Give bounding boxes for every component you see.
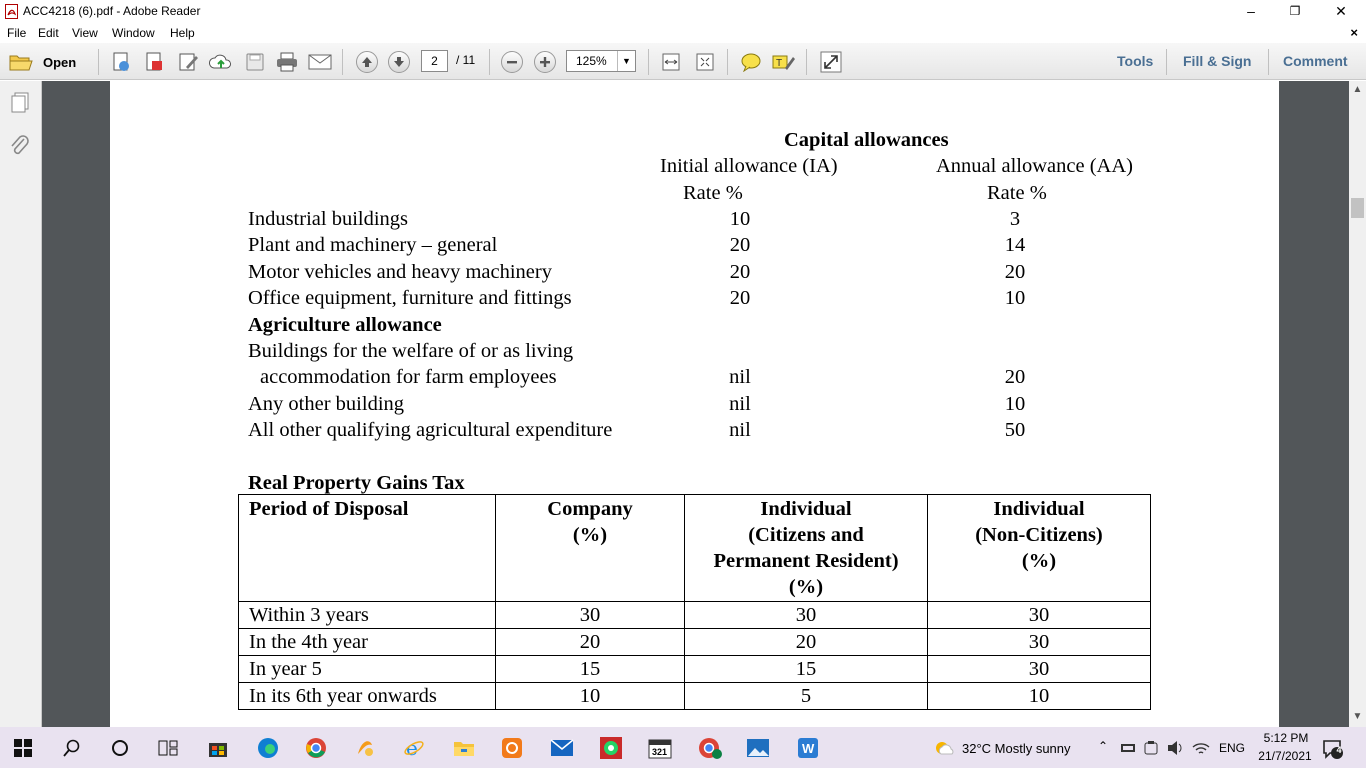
app-icon[interactable] bbox=[352, 735, 378, 761]
chevron-up-icon[interactable]: ⌃ bbox=[1098, 739, 1109, 753]
weather-text[interactable]: 32°C Mostly sunny bbox=[962, 741, 1071, 756]
title-bar bbox=[0, 0, 1366, 23]
agri-row-label: All other qualifying agricultural expenditure bbox=[248, 419, 613, 441]
network-icon[interactable] bbox=[1119, 741, 1137, 755]
speech-bubble-icon bbox=[740, 52, 762, 72]
edge-icon[interactable] bbox=[255, 735, 281, 761]
clock-date[interactable]: 21/7/2021 bbox=[1258, 749, 1312, 763]
export-pdf-icon[interactable] bbox=[141, 50, 167, 74]
adobe-reader-icon bbox=[5, 4, 18, 19]
calendar-badge: 321 bbox=[652, 747, 668, 757]
cap-row-ia: 20 bbox=[729, 234, 751, 256]
internet-explorer-icon[interactable] bbox=[401, 735, 427, 761]
table-row: In the 4th year 20 20 30 bbox=[239, 629, 1151, 656]
cap-row-aa: 3 bbox=[1009, 208, 1021, 230]
svg-text:W: W bbox=[802, 741, 815, 756]
col-header-ia: Initial allowance (IA) bbox=[660, 155, 838, 177]
menu-window[interactable]: Window bbox=[112, 26, 155, 40]
zoom-value: 125% bbox=[576, 54, 607, 68]
search-icon[interactable] bbox=[59, 735, 85, 761]
menu-help[interactable]: Help bbox=[170, 26, 195, 40]
highlight-icon bbox=[772, 52, 796, 72]
table-row: In its 6th year onwards 10 5 10 bbox=[239, 683, 1151, 710]
calendar-icon[interactable] bbox=[647, 735, 673, 761]
photos-icon[interactable] bbox=[745, 735, 771, 761]
cap-row-ia: 20 bbox=[729, 261, 751, 283]
zoom-in-button[interactable] bbox=[533, 50, 557, 74]
agri-row-label: Any other building bbox=[248, 393, 405, 415]
clock-time[interactable]: 5:12 PM bbox=[1263, 731, 1309, 745]
chevron-down-icon: ▼ bbox=[617, 51, 635, 71]
task-view-icon[interactable] bbox=[155, 735, 181, 761]
scrollbar-thumb[interactable] bbox=[1351, 198, 1364, 218]
app-icon[interactable] bbox=[499, 735, 525, 761]
speaker-icon[interactable] bbox=[1166, 740, 1184, 756]
agri-row-aa: 20 bbox=[1004, 366, 1026, 388]
word-icon[interactable] bbox=[795, 735, 821, 761]
table-header-row bbox=[239, 495, 1151, 602]
cortana-icon[interactable] bbox=[107, 735, 133, 761]
minimize-button[interactable]: – bbox=[1247, 3, 1255, 19]
upload-cloud-icon[interactable] bbox=[208, 50, 234, 74]
tools-link[interactable]: Tools bbox=[1117, 53, 1154, 69]
file-explorer-icon[interactable] bbox=[451, 735, 477, 761]
cap-row-aa: 20 bbox=[1004, 261, 1026, 283]
agri-row-ia: nil bbox=[729, 393, 751, 415]
fit-width-button[interactable] bbox=[658, 50, 684, 74]
page-thumbnails-icon[interactable] bbox=[9, 91, 31, 113]
th-period: Period of Disposal bbox=[239, 495, 496, 602]
document-viewer[interactable] bbox=[42, 81, 1349, 727]
cap-row-label: Office equipment, furniture and fittings bbox=[248, 287, 572, 309]
print-icon[interactable] bbox=[274, 50, 300, 74]
agri-row-label-line2: accommodation for farm employees bbox=[260, 366, 557, 388]
pdf-page bbox=[110, 81, 1279, 727]
table-row: In year 5 15 15 30 bbox=[239, 656, 1151, 683]
th-individual-citizens: Individual (Citizens and Permanent Resident) (%) bbox=[685, 495, 928, 602]
menu-edit[interactable]: Edit bbox=[38, 26, 59, 40]
highlight-text-button[interactable] bbox=[771, 50, 797, 74]
fit-width-icon bbox=[661, 52, 681, 72]
chrome-profile-icon[interactable] bbox=[697, 735, 723, 761]
agri-row-ia: nil bbox=[729, 419, 751, 441]
page-count: / 11 bbox=[456, 53, 476, 67]
mail-icon[interactable] bbox=[549, 735, 575, 761]
full-screen-button[interactable] bbox=[818, 50, 844, 74]
next-page-button[interactable] bbox=[387, 50, 411, 74]
fill-sign-link[interactable]: Fill & Sign bbox=[1183, 53, 1252, 69]
notification-count: 4 bbox=[1336, 745, 1342, 755]
open-button[interactable] bbox=[9, 50, 89, 74]
cap-row-aa: 14 bbox=[1004, 234, 1026, 256]
windows-start-icon[interactable] bbox=[10, 735, 36, 761]
sticky-note-button[interactable] bbox=[738, 50, 764, 74]
menu-file[interactable]: File bbox=[7, 26, 27, 40]
th-company: Company (%) bbox=[496, 495, 685, 602]
open-label: Open bbox=[43, 54, 77, 70]
agri-row-ia: nil bbox=[729, 366, 751, 388]
agri-row-aa: 50 bbox=[1004, 419, 1026, 441]
fit-page-button[interactable] bbox=[692, 50, 718, 74]
plus-icon bbox=[534, 51, 556, 73]
cap-row-ia: 10 bbox=[729, 208, 751, 230]
menu-bar bbox=[0, 23, 1366, 43]
vertical-scrollbar[interactable] bbox=[1349, 81, 1366, 727]
rpgt-title: Real Property Gains Tax bbox=[248, 472, 465, 494]
save-icon[interactable] bbox=[242, 50, 268, 74]
wifi-icon[interactable] bbox=[1192, 740, 1210, 756]
cap-row-ia: 20 bbox=[729, 287, 751, 309]
taskbar bbox=[0, 727, 1366, 768]
cap-row-aa: 10 bbox=[1004, 287, 1026, 309]
minus-icon bbox=[501, 51, 523, 73]
capital-allowances-title: Capital allowances bbox=[784, 129, 949, 151]
cap-row-label: Plant and machinery – general bbox=[248, 234, 498, 256]
agri-row-label-line1: Buildings for the welfare of or as living bbox=[248, 340, 574, 362]
attachments-icon[interactable] bbox=[9, 133, 31, 159]
window-title: ACC4218 (6).pdf - Adobe Reader bbox=[23, 4, 201, 18]
rate-label-aa: Rate % bbox=[987, 182, 1047, 204]
previous-page-button[interactable] bbox=[355, 50, 379, 74]
whatsapp-icon[interactable] bbox=[598, 735, 624, 761]
rpgt-table bbox=[238, 494, 1151, 710]
store-icon[interactable] bbox=[205, 735, 231, 761]
create-pdf-icon[interactable] bbox=[108, 50, 134, 74]
weather-icon[interactable] bbox=[933, 739, 955, 757]
arrow-up-icon bbox=[356, 51, 378, 73]
chrome-icon[interactable] bbox=[303, 735, 329, 761]
th-individual-non-citizens: Individual (Non-Citizens) (%) bbox=[928, 495, 1151, 602]
language-indicator[interactable]: ENG bbox=[1219, 741, 1246, 755]
cap-row-label: Motor vehicles and heavy machinery bbox=[248, 261, 552, 283]
zoom-out-button[interactable] bbox=[500, 50, 524, 74]
battery-icon[interactable] bbox=[1143, 740, 1159, 756]
comment-link[interactable]: Comment bbox=[1283, 53, 1348, 69]
table-row: Within 3 years 30 30 30 bbox=[239, 602, 1151, 629]
menu-view[interactable]: View bbox=[72, 26, 98, 40]
rate-label-ia: Rate % bbox=[683, 182, 743, 204]
folder-icon bbox=[9, 53, 33, 71]
agri-row-aa: 10 bbox=[1004, 393, 1026, 415]
col-header-aa: Annual allowance (AA) bbox=[936, 155, 1133, 177]
close-document-button[interactable]: × bbox=[1350, 25, 1358, 40]
svg-text:T: T bbox=[776, 58, 783, 69]
scroll-up-icon[interactable]: ▲ bbox=[1352, 84, 1363, 95]
scroll-down-icon[interactable]: ▼ bbox=[1352, 711, 1363, 722]
close-window-button[interactable]: ✕ bbox=[1335, 3, 1347, 19]
maximize-button[interactable]: ❐ bbox=[1289, 4, 1301, 18]
svg-text:e: e bbox=[406, 737, 418, 759]
fit-page-icon bbox=[695, 52, 715, 72]
email-icon[interactable] bbox=[307, 50, 333, 74]
arrow-down-icon bbox=[388, 51, 410, 73]
cap-row-label: Industrial buildings bbox=[248, 208, 409, 230]
expand-icon bbox=[820, 51, 842, 73]
agriculture-allowance-heading: Agriculture allowance bbox=[248, 314, 442, 336]
zoom-select[interactable] bbox=[566, 50, 636, 72]
edit-pdf-icon[interactable] bbox=[175, 50, 201, 74]
page-number-input[interactable]: 2 bbox=[421, 50, 448, 72]
navigation-panel bbox=[0, 81, 42, 727]
